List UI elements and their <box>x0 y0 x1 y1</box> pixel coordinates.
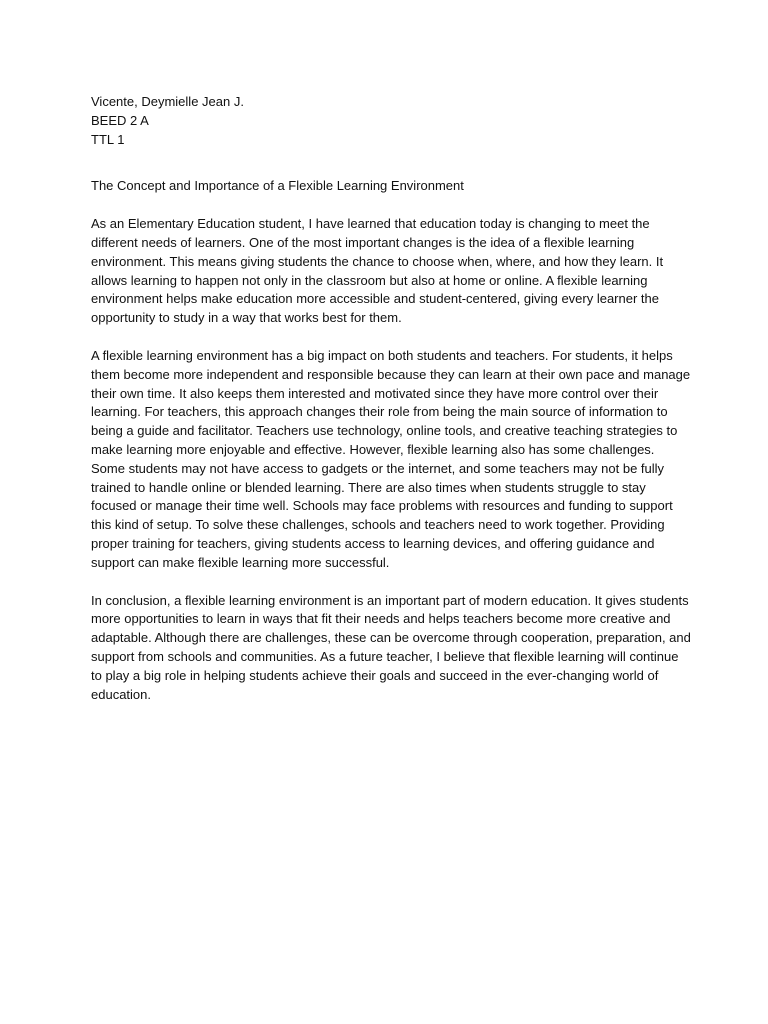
paragraph-body: A flexible learning environment has a big impact on both students and teachers. For students, it helps them become more independent and responsible because they can learn at their own pace and manage their own time. It also keeps them interested and motivated since they have more control over their learning. For teachers, this approach changes their role from being the main source of information to being a guide and facilitator. Teachers use technology, online tools, and creative teaching strategies to make learning more enjoyable and effective. However, flexible learning also has some challenges. Some students may not have access to gadgets or the internet, and some teachers may not be fully trained to handle online or blended learning. There are also times when students struggle to stay focused or manage their time well. Schools may face problems with resources and funding to support this kind of setup. To solve these challenges, schools and teachers need to work together. Providing proper training for teachers, giving students access to learning devices, and offering guidance and support can make flexible learning more successful. <box>91 347 691 570</box>
class-section: BEED 2 A <box>91 112 149 128</box>
paragraph-conclusion: In conclusion, a flexible learning environment is an important part of modern education. It gives students more opportunities to learn in ways that fit their needs and helps teachers become more creative and adaptable. Although there are challenges, these can be overcome through cooperation, preparation, and support from schools and communities. As a future teacher, I believe that flexible learning will continue to play a big role in helping students achieve their goals and succeed in the ever-changing world of education. <box>91 592 691 702</box>
paragraph-introduction: As an Elementary Education student, I have learned that education today is changing to meet the different needs of learners. One of the most important changes is the idea of a flexible learning environment. This means giving students the chance to choose when, where, and how they learn. It allows learning to happen not only in the classroom but also at home or online. A flexible learning environment helps make education more accessible and student-centered, giving every learner the opportunity to study in a way that works best for them. <box>91 216 664 326</box>
document-body <box>91 93 691 704</box>
author-name: Vicente, Deymielle Jean J. <box>91 94 244 109</box>
essay-title: The Concept and Importance of a Flexible Learning Environment <box>91 178 464 194</box>
course-code: TTL 1 <box>91 131 125 147</box>
